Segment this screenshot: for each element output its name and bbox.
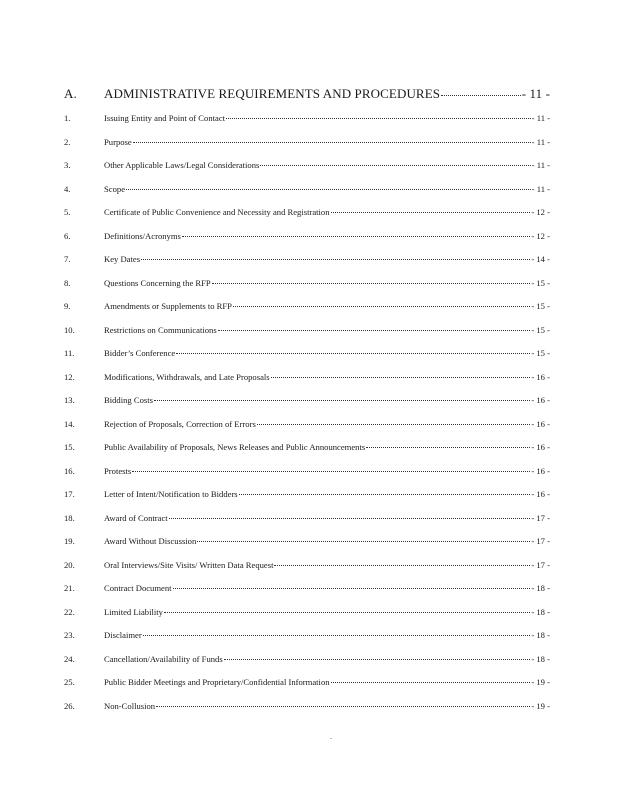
toc-item (64, 113, 550, 127)
toc-item-title: Public Bidder Meetings and Proprietary/Confidential Information (104, 677, 330, 687)
toc-item-page-number: - 12 - (531, 230, 550, 241)
toc-item-title: Amendments or Supplements to RFP (104, 301, 232, 311)
toc-item-title: Contract Document (104, 583, 172, 593)
toc-item-number: 5. (64, 207, 71, 217)
toc-item-page-number: - 18 - (531, 630, 550, 640)
dot-leader (233, 306, 530, 307)
toc-item-title: Disclaimer (104, 630, 142, 640)
toc-item-number: 19. (64, 536, 75, 546)
dot-leader (156, 706, 530, 707)
section-page-number: - 11 - (521, 86, 550, 101)
toc-item-title: Other Applicable Laws/Legal Considerations (104, 160, 260, 170)
toc-item-number: 25. (64, 677, 75, 687)
dot-leader (441, 95, 521, 96)
toc-item (64, 583, 550, 597)
toc-item-page-number: - 17 - (531, 536, 550, 546)
toc-item-page-number: - 14 - (531, 254, 550, 264)
toc-item-number: 8. (64, 277, 71, 288)
toc-item-title: Definitions/Acronyms (104, 230, 181, 241)
toc-item-title: Bidder’s Conference (104, 348, 176, 358)
toc-item-title: Key Dates (104, 254, 141, 264)
section-number: A. (64, 86, 77, 101)
toc-section-heading (64, 86, 550, 106)
toc-item-page-number: - 16 - (531, 371, 550, 382)
toc-item (64, 254, 550, 268)
toc-item (64, 325, 550, 339)
toc-item-number: 4. (64, 183, 71, 194)
dot-leader (154, 400, 530, 401)
toc-item-title: Rejection of Proposals, Correction of Errors (104, 418, 256, 429)
toc-item (64, 207, 550, 221)
toc-item-number: 24. (64, 653, 75, 664)
toc-item-title: Cancellation/Availability of Funds (104, 653, 223, 664)
dot-leader (226, 118, 531, 119)
toc-item-page-number: - 18 - (531, 583, 550, 593)
toc-item-page-number: - 11 - (531, 183, 550, 194)
toc-item-page-number: - 16 - (531, 489, 550, 499)
toc-item-page-number: - 17 - (531, 512, 550, 523)
dot-leader (182, 236, 531, 237)
toc-item-page-number: - 15 - (531, 301, 550, 311)
toc-item-page-number: - 19 - (531, 700, 550, 711)
toc-item (64, 536, 550, 550)
toc-item-number: 16. (64, 465, 75, 476)
toc-item (64, 513, 550, 527)
toc-item-page-number: - 15 - (531, 277, 550, 288)
dot-leader (164, 612, 530, 613)
toc-item (64, 677, 550, 691)
dot-leader (197, 541, 530, 542)
dot-leader (132, 471, 530, 472)
toc-item-title: Limited Liability (104, 606, 163, 617)
toc-item-title: Bidding Costs (104, 395, 153, 405)
toc-item-number: 9. (64, 301, 71, 311)
toc-item (64, 654, 550, 668)
toc-item (64, 419, 550, 433)
toc-item-title: Certificate of Public Convenience and Necessity and Registration (104, 207, 330, 217)
toc-item (64, 442, 550, 456)
toc-item (64, 466, 550, 480)
toc-item-number: 3. (64, 160, 71, 170)
dot-leader (257, 424, 531, 425)
toc-item (64, 160, 550, 174)
toc-item-title: Public Availability of Proposals, News Releases and Public Announcements (104, 442, 366, 452)
toc-item-page-number: - 17 - (531, 559, 550, 570)
dot-leader (143, 635, 531, 636)
toc-item-page-number: - 16 - (531, 442, 550, 452)
toc-item-number: 7. (64, 254, 71, 264)
dot-leader (239, 494, 531, 495)
toc-item (64, 607, 550, 621)
toc-item-number: 1. (64, 113, 71, 123)
toc-item-number: 2. (64, 136, 71, 147)
toc-item-title: Restrictions on Communications (104, 324, 217, 335)
dot-leader (271, 377, 531, 378)
toc-item-number: 11. (64, 348, 75, 358)
dot-leader (218, 330, 531, 331)
dot-leader (331, 682, 531, 683)
toc-item (64, 184, 550, 198)
dot-leader (366, 447, 530, 448)
toc-item-title: Purpose (104, 136, 132, 147)
toc-item (64, 301, 550, 315)
toc-item-number: 12. (64, 371, 75, 382)
toc-item (64, 630, 550, 644)
toc-item (64, 560, 550, 574)
toc-item (64, 348, 550, 362)
toc-item-page-number: - 18 - (531, 606, 550, 617)
toc-item-number: 20. (64, 559, 75, 570)
scan-speck (330, 738, 332, 739)
toc-item-title: Oral Interviews/Site Visits/ Written Data Request (104, 559, 274, 570)
toc-item-title: Scope (104, 183, 126, 194)
toc-item-page-number: - 15 - (531, 348, 550, 358)
dot-leader (126, 189, 531, 190)
toc-item-number: 15. (64, 442, 75, 452)
toc-item-number: 18. (64, 512, 75, 523)
toc-item-number: 6. (64, 230, 71, 241)
dot-leader (169, 518, 531, 519)
toc-item-page-number: - 11 - (531, 113, 550, 123)
dot-leader (224, 659, 531, 660)
toc-item (64, 395, 550, 409)
toc-item-number: 21. (64, 583, 75, 593)
toc-item-number: 17. (64, 489, 75, 499)
toc-item (64, 489, 550, 503)
toc-item (64, 231, 550, 245)
toc-item-title: Award Without Discussion (104, 536, 197, 546)
dot-leader (133, 142, 531, 143)
toc-item (64, 701, 550, 715)
toc-item (64, 137, 550, 151)
dot-leader (331, 212, 531, 213)
dot-leader (274, 565, 530, 566)
toc-item-page-number: - 19 - (531, 677, 550, 687)
dot-leader (176, 353, 530, 354)
toc-item-number: 13. (64, 395, 75, 405)
toc-item-title: Questions Concerning the RFP (104, 277, 211, 288)
dot-leader (212, 283, 531, 284)
dot-leader (173, 588, 531, 589)
toc-item-page-number: - 11 - (531, 136, 550, 147)
section-title: ADMINISTRATIVE REQUIREMENTS AND PROCEDURES (104, 86, 441, 101)
toc-item-page-number: - 16 - (531, 395, 550, 405)
toc-item-title: Non-Collusion (104, 700, 156, 711)
toc-item-number: 10. (64, 324, 75, 335)
toc-item-page-number: - 12 - (531, 207, 550, 217)
toc-item-number: 22. (64, 606, 75, 617)
toc-item-page-number: - 11 - (531, 160, 550, 170)
toc-item-number: 26. (64, 700, 75, 711)
dot-leader (260, 165, 530, 166)
toc-item (64, 372, 550, 386)
toc-item-number: 23. (64, 630, 75, 640)
toc-item (64, 278, 550, 292)
toc-item-page-number: - 16 - (531, 418, 550, 429)
toc-item-page-number: - 16 - (531, 465, 550, 476)
toc-item-title: Modifications, Withdrawals, and Late Proposals (104, 371, 270, 382)
toc-item-title: Protests (104, 465, 132, 476)
toc-item-page-number: - 15 - (531, 324, 550, 335)
toc-item-title: Issuing Entity and Point of Contact (104, 113, 226, 123)
toc-item-title: Letter of Intent/Notification to Bidders (104, 489, 238, 499)
toc-item-page-number: - 18 - (531, 653, 550, 664)
dot-leader (141, 259, 530, 260)
toc-item-number: 14. (64, 418, 75, 429)
toc-item-title: Award of Contract (104, 512, 168, 523)
